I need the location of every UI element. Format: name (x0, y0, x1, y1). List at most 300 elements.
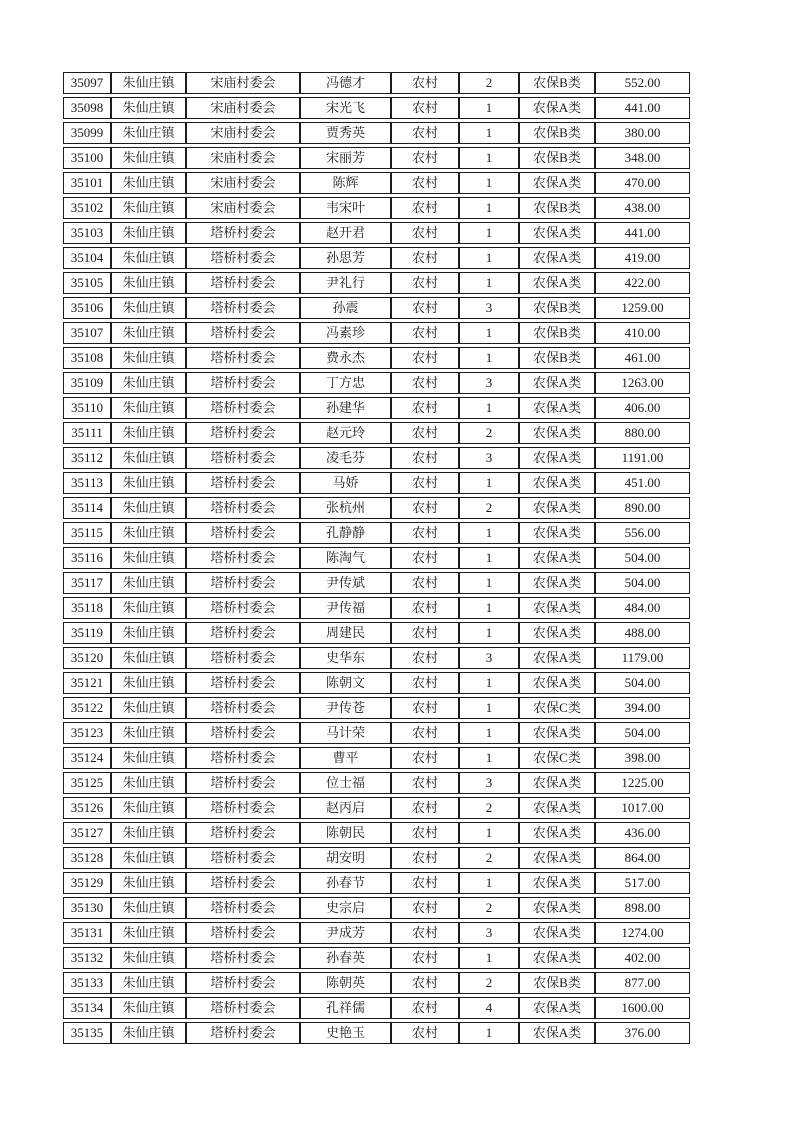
cell-residence-type: 农村 (391, 872, 459, 894)
cell-person-name: 陈淘气 (300, 547, 391, 569)
cell-village-committee: 塔桥村委会 (186, 922, 300, 944)
cell-village-committee: 塔桥村委会 (186, 872, 300, 894)
cell-person-name: 尹传苍 (300, 697, 391, 719)
cell-amount: 422.00 (595, 272, 690, 294)
cell-residence-type: 农村 (391, 72, 459, 94)
table-row (63, 297, 690, 319)
cell-person-name: 张杭州 (300, 497, 391, 519)
cell-person-name: 孙春节 (300, 872, 391, 894)
cell-amount: 1600.00 (595, 997, 690, 1019)
cell-town: 朱仙庄镇 (111, 222, 186, 244)
cell-residence-type: 农村 (391, 597, 459, 619)
cell-insurance-category: 农保A类 (519, 847, 595, 869)
cell-residence-type: 农村 (391, 172, 459, 194)
cell-person-count: 1 (459, 597, 519, 619)
cell-residence-type: 农村 (391, 322, 459, 344)
cell-town: 朱仙庄镇 (111, 247, 186, 269)
table-row (63, 272, 690, 294)
cell-person-name: 陈辉 (300, 172, 391, 194)
cell-residence-type: 农村 (391, 722, 459, 744)
cell-amount: 380.00 (595, 122, 690, 144)
cell-residence-type: 农村 (391, 272, 459, 294)
cell-person-count: 1 (459, 697, 519, 719)
cell-person-count: 1 (459, 572, 519, 594)
cell-town: 朱仙庄镇 (111, 672, 186, 694)
cell-residence-type: 农村 (391, 997, 459, 1019)
cell-residence-type: 农村 (391, 772, 459, 794)
cell-village-committee: 塔桥村委会 (186, 422, 300, 444)
cell-insurance-category: 农保A类 (519, 947, 595, 969)
cell-person-count: 1 (459, 622, 519, 644)
cell-town: 朱仙庄镇 (111, 722, 186, 744)
cell-record-id: 35104 (63, 247, 111, 269)
cell-town: 朱仙庄镇 (111, 97, 186, 119)
cell-insurance-category: 农保A类 (519, 547, 595, 569)
cell-residence-type: 农村 (391, 347, 459, 369)
table-row (63, 822, 690, 844)
cell-amount: 402.00 (595, 947, 690, 969)
cell-record-id: 35100 (63, 147, 111, 169)
cell-person-count: 1 (459, 947, 519, 969)
cell-village-committee: 宋庙村委会 (186, 197, 300, 219)
cell-insurance-category: 农保B类 (519, 147, 595, 169)
cell-amount: 1259.00 (595, 297, 690, 319)
cell-person-count: 1 (459, 222, 519, 244)
cell-record-id: 35098 (63, 97, 111, 119)
cell-record-id: 35102 (63, 197, 111, 219)
cell-record-id: 35130 (63, 897, 111, 919)
cell-town: 朱仙庄镇 (111, 122, 186, 144)
cell-record-id: 35134 (63, 997, 111, 1019)
cell-person-name: 冯德才 (300, 72, 391, 94)
cell-person-count: 1 (459, 97, 519, 119)
cell-insurance-category: 农保A类 (519, 997, 595, 1019)
cell-village-committee: 宋庙村委会 (186, 147, 300, 169)
cell-person-count: 1 (459, 247, 519, 269)
cell-village-committee: 塔桥村委会 (186, 772, 300, 794)
table-row (63, 422, 690, 444)
cell-town: 朱仙庄镇 (111, 972, 186, 994)
cell-town: 朱仙庄镇 (111, 947, 186, 969)
table-row (63, 72, 690, 94)
cell-amount: 880.00 (595, 422, 690, 444)
cell-person-name: 史华东 (300, 647, 391, 669)
cell-insurance-category: 农保A类 (519, 97, 595, 119)
cell-person-count: 1 (459, 172, 519, 194)
cell-person-name: 尹传福 (300, 597, 391, 619)
cell-person-name: 赵丙启 (300, 797, 391, 819)
cell-amount: 1263.00 (595, 372, 690, 394)
table-row (63, 522, 690, 544)
cell-insurance-category: 农保A类 (519, 722, 595, 744)
cell-person-count: 3 (459, 297, 519, 319)
cell-person-count: 1 (459, 272, 519, 294)
cell-person-name: 周建民 (300, 622, 391, 644)
cell-village-committee: 塔桥村委会 (186, 822, 300, 844)
cell-person-count: 4 (459, 997, 519, 1019)
cell-village-committee: 塔桥村委会 (186, 897, 300, 919)
cell-record-id: 35129 (63, 872, 111, 894)
cell-person-name: 马娇 (300, 472, 391, 494)
cell-record-id: 35097 (63, 72, 111, 94)
cell-town: 朱仙庄镇 (111, 647, 186, 669)
cell-town: 朱仙庄镇 (111, 822, 186, 844)
cell-insurance-category: 农保A类 (519, 222, 595, 244)
cell-person-name: 贾秀英 (300, 122, 391, 144)
cell-village-committee: 塔桥村委会 (186, 697, 300, 719)
table-row (63, 447, 690, 469)
cell-residence-type: 农村 (391, 897, 459, 919)
cell-residence-type: 农村 (391, 222, 459, 244)
cell-village-committee: 宋庙村委会 (186, 97, 300, 119)
cell-person-name: 马计荣 (300, 722, 391, 744)
cell-record-id: 35124 (63, 747, 111, 769)
cell-residence-type: 农村 (391, 847, 459, 869)
cell-village-committee: 塔桥村委会 (186, 972, 300, 994)
table-row (63, 922, 690, 944)
cell-person-name: 冯素珍 (300, 322, 391, 344)
cell-town: 朱仙庄镇 (111, 322, 186, 344)
table-row (63, 722, 690, 744)
table-row (63, 747, 690, 769)
cell-person-name: 史宗启 (300, 897, 391, 919)
table-row (63, 97, 690, 119)
cell-residence-type: 农村 (391, 797, 459, 819)
cell-village-committee: 塔桥村委会 (186, 747, 300, 769)
cell-person-name: 胡安明 (300, 847, 391, 869)
cell-record-id: 35111 (63, 422, 111, 444)
cell-amount: 504.00 (595, 722, 690, 744)
cell-person-name: 丁方忠 (300, 372, 391, 394)
cell-insurance-category: 农保B类 (519, 322, 595, 344)
cell-person-count: 1 (459, 322, 519, 344)
cell-village-committee: 塔桥村委会 (186, 647, 300, 669)
cell-town: 朱仙庄镇 (111, 447, 186, 469)
cell-residence-type: 农村 (391, 247, 459, 269)
cell-town: 朱仙庄镇 (111, 872, 186, 894)
cell-record-id: 35126 (63, 797, 111, 819)
cell-town: 朱仙庄镇 (111, 272, 186, 294)
cell-town: 朱仙庄镇 (111, 547, 186, 569)
cell-record-id: 35122 (63, 697, 111, 719)
cell-insurance-category: 农保A类 (519, 1022, 595, 1044)
table-row (63, 697, 690, 719)
cell-record-id: 35106 (63, 297, 111, 319)
cell-town: 朱仙庄镇 (111, 572, 186, 594)
cell-insurance-category: 农保C类 (519, 697, 595, 719)
cell-amount: 890.00 (595, 497, 690, 519)
cell-record-id: 35107 (63, 322, 111, 344)
cell-residence-type: 农村 (391, 972, 459, 994)
cell-record-id: 35110 (63, 397, 111, 419)
cell-town: 朱仙庄镇 (111, 797, 186, 819)
cell-record-id: 35115 (63, 522, 111, 544)
cell-residence-type: 农村 (391, 197, 459, 219)
cell-person-name: 尹礼行 (300, 272, 391, 294)
table-row (63, 997, 690, 1019)
cell-person-name: 赵元玲 (300, 422, 391, 444)
table-row (63, 372, 690, 394)
table-row (63, 497, 690, 519)
cell-town: 朱仙庄镇 (111, 72, 186, 94)
cell-amount: 1274.00 (595, 922, 690, 944)
cell-amount: 877.00 (595, 972, 690, 994)
cell-person-name: 费永杰 (300, 347, 391, 369)
cell-record-id: 35120 (63, 647, 111, 669)
cell-person-name: 位士福 (300, 772, 391, 794)
table-row (63, 897, 690, 919)
cell-person-count: 2 (459, 972, 519, 994)
cell-insurance-category: 农保A类 (519, 597, 595, 619)
cell-town: 朱仙庄镇 (111, 372, 186, 394)
cell-amount: 348.00 (595, 147, 690, 169)
cell-amount: 441.00 (595, 222, 690, 244)
cell-insurance-category: 农保A类 (519, 897, 595, 919)
cell-residence-type: 农村 (391, 922, 459, 944)
cell-town: 朱仙庄镇 (111, 897, 186, 919)
table-row (63, 397, 690, 419)
cell-town: 朱仙庄镇 (111, 522, 186, 544)
cell-person-count: 1 (459, 872, 519, 894)
cell-amount: 864.00 (595, 847, 690, 869)
cell-village-committee: 塔桥村委会 (186, 497, 300, 519)
cell-village-committee: 塔桥村委会 (186, 472, 300, 494)
cell-record-id: 35117 (63, 572, 111, 594)
cell-insurance-category: 农保A类 (519, 247, 595, 269)
cell-person-count: 2 (459, 797, 519, 819)
cell-residence-type: 农村 (391, 122, 459, 144)
table-row (63, 197, 690, 219)
cell-record-id: 35113 (63, 472, 111, 494)
cell-person-name: 宋丽芳 (300, 147, 391, 169)
cell-record-id: 35099 (63, 122, 111, 144)
cell-insurance-category: 农保A类 (519, 572, 595, 594)
cell-village-committee: 宋庙村委会 (186, 172, 300, 194)
cell-record-id: 35116 (63, 547, 111, 569)
table-row (63, 147, 690, 169)
table-row (63, 797, 690, 819)
cell-person-count: 1 (459, 397, 519, 419)
cell-town: 朱仙庄镇 (111, 997, 186, 1019)
cell-insurance-category: 农保A类 (519, 372, 595, 394)
cell-person-name: 孙春英 (300, 947, 391, 969)
cell-amount: 470.00 (595, 172, 690, 194)
cell-village-committee: 塔桥村委会 (186, 672, 300, 694)
table-row (63, 572, 690, 594)
cell-amount: 394.00 (595, 697, 690, 719)
cell-person-name: 宋光飞 (300, 97, 391, 119)
cell-town: 朱仙庄镇 (111, 197, 186, 219)
cell-village-committee: 塔桥村委会 (186, 847, 300, 869)
cell-person-name: 孔静静 (300, 522, 391, 544)
cell-person-count: 3 (459, 922, 519, 944)
cell-insurance-category: 农保A类 (519, 647, 595, 669)
cell-record-id: 35103 (63, 222, 111, 244)
table-row (63, 247, 690, 269)
cell-amount: 436.00 (595, 822, 690, 844)
cell-person-count: 3 (459, 372, 519, 394)
cell-record-id: 35131 (63, 922, 111, 944)
table-row (63, 647, 690, 669)
cell-town: 朱仙庄镇 (111, 597, 186, 619)
cell-residence-type: 农村 (391, 747, 459, 769)
cell-amount: 1225.00 (595, 772, 690, 794)
cell-amount: 1191.00 (595, 447, 690, 469)
table-row (63, 872, 690, 894)
cell-residence-type: 农村 (391, 822, 459, 844)
table-row (63, 172, 690, 194)
cell-record-id: 35127 (63, 822, 111, 844)
cell-record-id: 35118 (63, 597, 111, 619)
cell-amount: 438.00 (595, 197, 690, 219)
table-row (63, 672, 690, 694)
cell-amount: 461.00 (595, 347, 690, 369)
cell-insurance-category: 农保A类 (519, 922, 595, 944)
cell-amount: 484.00 (595, 597, 690, 619)
cell-village-committee: 塔桥村委会 (186, 622, 300, 644)
cell-amount: 419.00 (595, 247, 690, 269)
table-row (63, 322, 690, 344)
cell-insurance-category: 农保A类 (519, 822, 595, 844)
cell-person-count: 1 (459, 472, 519, 494)
cell-town: 朱仙庄镇 (111, 847, 186, 869)
cell-residence-type: 农村 (391, 697, 459, 719)
cell-amount: 398.00 (595, 747, 690, 769)
cell-amount: 552.00 (595, 72, 690, 94)
cell-residence-type: 农村 (391, 497, 459, 519)
cell-record-id: 35119 (63, 622, 111, 644)
cell-town: 朱仙庄镇 (111, 472, 186, 494)
cell-town: 朱仙庄镇 (111, 347, 186, 369)
table-row (63, 622, 690, 644)
cell-town: 朱仙庄镇 (111, 1022, 186, 1044)
table-row (63, 122, 690, 144)
cell-person-count: 1 (459, 522, 519, 544)
cell-residence-type: 农村 (391, 297, 459, 319)
cell-record-id: 35121 (63, 672, 111, 694)
cell-amount: 504.00 (595, 672, 690, 694)
cell-village-committee: 塔桥村委会 (186, 272, 300, 294)
cell-person-count: 2 (459, 847, 519, 869)
cell-insurance-category: 农保A类 (519, 772, 595, 794)
cell-amount: 1017.00 (595, 797, 690, 819)
cell-person-count: 2 (459, 72, 519, 94)
cell-village-committee: 塔桥村委会 (186, 997, 300, 1019)
cell-village-committee: 塔桥村委会 (186, 947, 300, 969)
cell-person-count: 1 (459, 722, 519, 744)
cell-insurance-category: 农保B类 (519, 972, 595, 994)
cell-person-name: 孙建华 (300, 397, 391, 419)
cell-village-committee: 塔桥村委会 (186, 572, 300, 594)
cell-village-committee: 塔桥村委会 (186, 722, 300, 744)
cell-person-count: 1 (459, 672, 519, 694)
cell-town: 朱仙庄镇 (111, 422, 186, 444)
cell-person-name: 尹传斌 (300, 572, 391, 594)
cell-person-count: 1 (459, 347, 519, 369)
cell-residence-type: 农村 (391, 397, 459, 419)
cell-insurance-category: 农保B类 (519, 72, 595, 94)
cell-insurance-category: 农保A类 (519, 872, 595, 894)
cell-amount: 1179.00 (595, 647, 690, 669)
cell-amount: 451.00 (595, 472, 690, 494)
cell-amount: 488.00 (595, 622, 690, 644)
cell-village-committee: 塔桥村委会 (186, 222, 300, 244)
cell-record-id: 35105 (63, 272, 111, 294)
cell-amount: 504.00 (595, 572, 690, 594)
cell-record-id: 35125 (63, 772, 111, 794)
table-row (63, 222, 690, 244)
cell-person-count: 1 (459, 122, 519, 144)
cell-residence-type: 农村 (391, 572, 459, 594)
cell-residence-type: 农村 (391, 422, 459, 444)
cell-person-count: 1 (459, 822, 519, 844)
table-row (63, 347, 690, 369)
cell-person-name: 孙震 (300, 297, 391, 319)
cell-person-name: 韦宋叶 (300, 197, 391, 219)
cell-record-id: 35114 (63, 497, 111, 519)
cell-residence-type: 农村 (391, 522, 459, 544)
cell-person-name: 陈朝文 (300, 672, 391, 694)
cell-amount: 517.00 (595, 872, 690, 894)
cell-residence-type: 农村 (391, 947, 459, 969)
cell-village-committee: 塔桥村委会 (186, 247, 300, 269)
cell-village-committee: 塔桥村委会 (186, 597, 300, 619)
cell-insurance-category: 农保A类 (519, 397, 595, 419)
cell-town: 朱仙庄镇 (111, 622, 186, 644)
table-row (63, 847, 690, 869)
cell-record-id: 35133 (63, 972, 111, 994)
cell-insurance-category: 农保C类 (519, 747, 595, 769)
cell-amount: 898.00 (595, 897, 690, 919)
cell-amount: 441.00 (595, 97, 690, 119)
cell-insurance-category: 农保A类 (519, 447, 595, 469)
cell-record-id: 35128 (63, 847, 111, 869)
table-row (63, 597, 690, 619)
cell-village-committee: 塔桥村委会 (186, 447, 300, 469)
table-body (63, 72, 690, 1044)
cell-village-committee: 塔桥村委会 (186, 547, 300, 569)
cell-person-count: 1 (459, 547, 519, 569)
cell-person-count: 1 (459, 197, 519, 219)
table-row (63, 772, 690, 794)
cell-insurance-category: 农保B类 (519, 297, 595, 319)
cell-person-count: 1 (459, 147, 519, 169)
cell-town: 朱仙庄镇 (111, 397, 186, 419)
cell-residence-type: 农村 (391, 97, 459, 119)
table-row (63, 1022, 690, 1044)
cell-residence-type: 农村 (391, 672, 459, 694)
cell-residence-type: 农村 (391, 622, 459, 644)
cell-insurance-category: 农保A类 (519, 497, 595, 519)
cell-town: 朱仙庄镇 (111, 147, 186, 169)
cell-insurance-category: 农保B类 (519, 122, 595, 144)
cell-person-count: 1 (459, 747, 519, 769)
cell-insurance-category: 农保A类 (519, 522, 595, 544)
cell-town: 朱仙庄镇 (111, 922, 186, 944)
cell-person-count: 3 (459, 647, 519, 669)
cell-town: 朱仙庄镇 (111, 772, 186, 794)
cell-person-count: 2 (459, 897, 519, 919)
cell-village-committee: 塔桥村委会 (186, 372, 300, 394)
cell-village-committee: 宋庙村委会 (186, 72, 300, 94)
cell-amount: 504.00 (595, 547, 690, 569)
cell-record-id: 35101 (63, 172, 111, 194)
cell-village-committee: 塔桥村委会 (186, 297, 300, 319)
cell-person-name: 陈朝民 (300, 822, 391, 844)
cell-amount: 376.00 (595, 1022, 690, 1044)
cell-residence-type: 农村 (391, 1022, 459, 1044)
cell-person-count: 2 (459, 497, 519, 519)
